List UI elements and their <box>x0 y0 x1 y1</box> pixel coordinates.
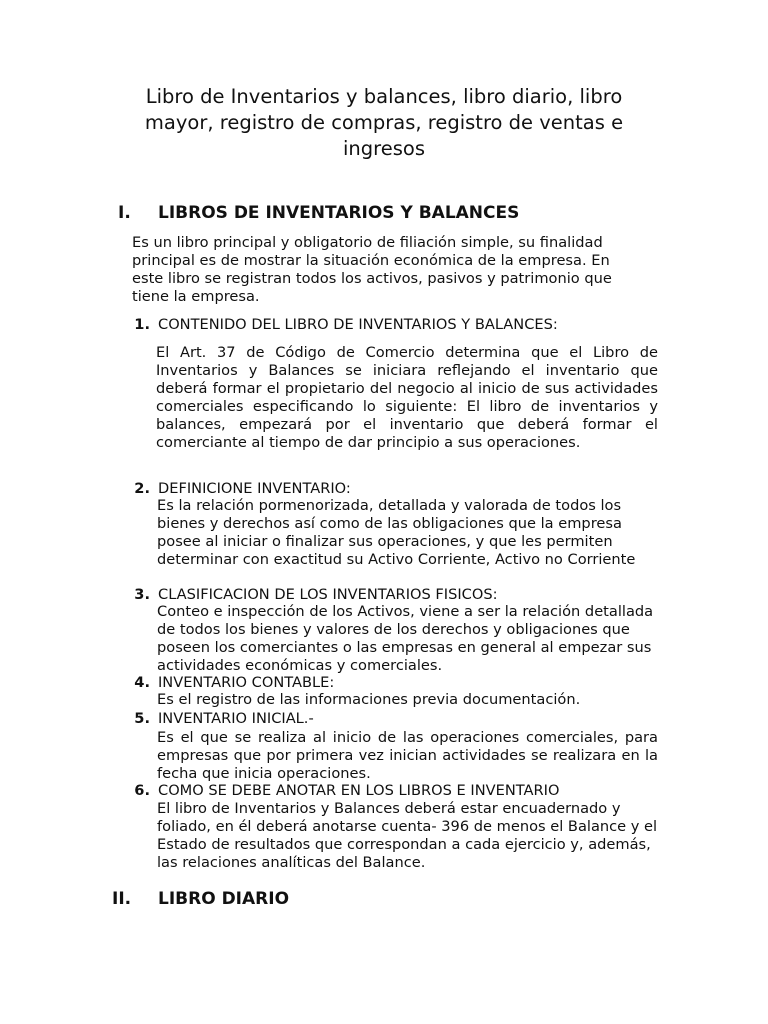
item-4-heading <box>158 674 334 692</box>
section-1-intro: Es un libro principal y obligatorio de filiación simple, su finalidad principal es de mostrar la situación económica de la empresa. En este libro se registran todos los activos, pasivos y patrimonio que tiene la empresa. <box>132 234 612 305</box>
item-3-heading: CLASIFICACION DE LOS INVENTARIOS FISICOS: <box>158 586 498 603</box>
item-4-body: Es el registro de las informaciones previa documentación. <box>157 691 581 708</box>
item-2-heading: DEFINICIONE INVENTARIO: <box>158 480 351 497</box>
item-3-number: 3. <box>134 586 150 603</box>
section-1-title: LIBROS DE INVENTARIOS Y BALANCES <box>158 203 520 223</box>
item-2-body: Es la relación pormenorizada, detallada y valorada de todos los bienes y derechos así como de las obligaciones que la empresa posee al iniciar o finalizar sus operaciones, y que les permiten determinar con exactitud su Activo Corriente, Activo no Corriente <box>157 497 636 568</box>
section-2-number: II. <box>112 889 132 909</box>
item-1-heading: CONTENIDO DEL LIBRO DE INVENTARIOS Y BALANCES: <box>158 316 558 333</box>
item-4-heading-text: INVENTARIO CONTABLE <box>158 674 330 691</box>
item-1-body: El Art. 37 de Código de Comercio determina que el Libro de Inventarios y Balances se iniciara reflejando el inventario que deberá formar el propietario del negocio al inicio de sus actividades comerciales especificando lo siguiente: El libro de inventarios y balances, empezará por el inventario que deberá formar el comerciante al tiempo de dar principio a sus operaciones. <box>156 344 658 451</box>
item-6-heading: COMO SE DEBE ANOTAR EN LOS LIBROS E INVENTARIO <box>158 782 560 799</box>
item-3-body: Conteo e inspección de los Activos, viene a ser la relación detallada de todos los bienes y valores de los derechos y obligaciones que poseen los comerciantes o las empresas en general al empezar sus actividades económicas y comerciales. <box>157 603 654 674</box>
item-6-body: El libro de Inventarios y Balances deberá estar encuadernado y foliado, en él deberá anotarse cuenta- 396 de menos el Balance y el Estado de resultados que correspondan a cada ejercicio y, además, las relaciones analíticas del Balance. <box>157 800 658 871</box>
document-title: Libro de Inventarios y balances, libro diario, libro mayor, registro de compras, registro de ventas e ingresos <box>144 85 624 160</box>
item-5-heading: INVENTARIO INICIAL.- <box>158 710 314 727</box>
item-2-number: 2. <box>134 480 150 497</box>
item-4-number: 4. <box>134 674 150 691</box>
item-5-number: 5. <box>134 710 150 727</box>
section-1-number: I. <box>118 203 131 223</box>
item-1-number: 1. <box>134 316 150 333</box>
item-6-number: 6. <box>134 782 150 799</box>
item-4-heading-suffix: : <box>329 674 335 691</box>
section-2-title: LIBRO DIARIO <box>158 889 290 909</box>
item-5-body: Es el que se realiza al inicio de las operaciones comerciales, para empresas que por primera vez inician actividades se realizara en la fecha que inicia operaciones. <box>157 729 658 782</box>
